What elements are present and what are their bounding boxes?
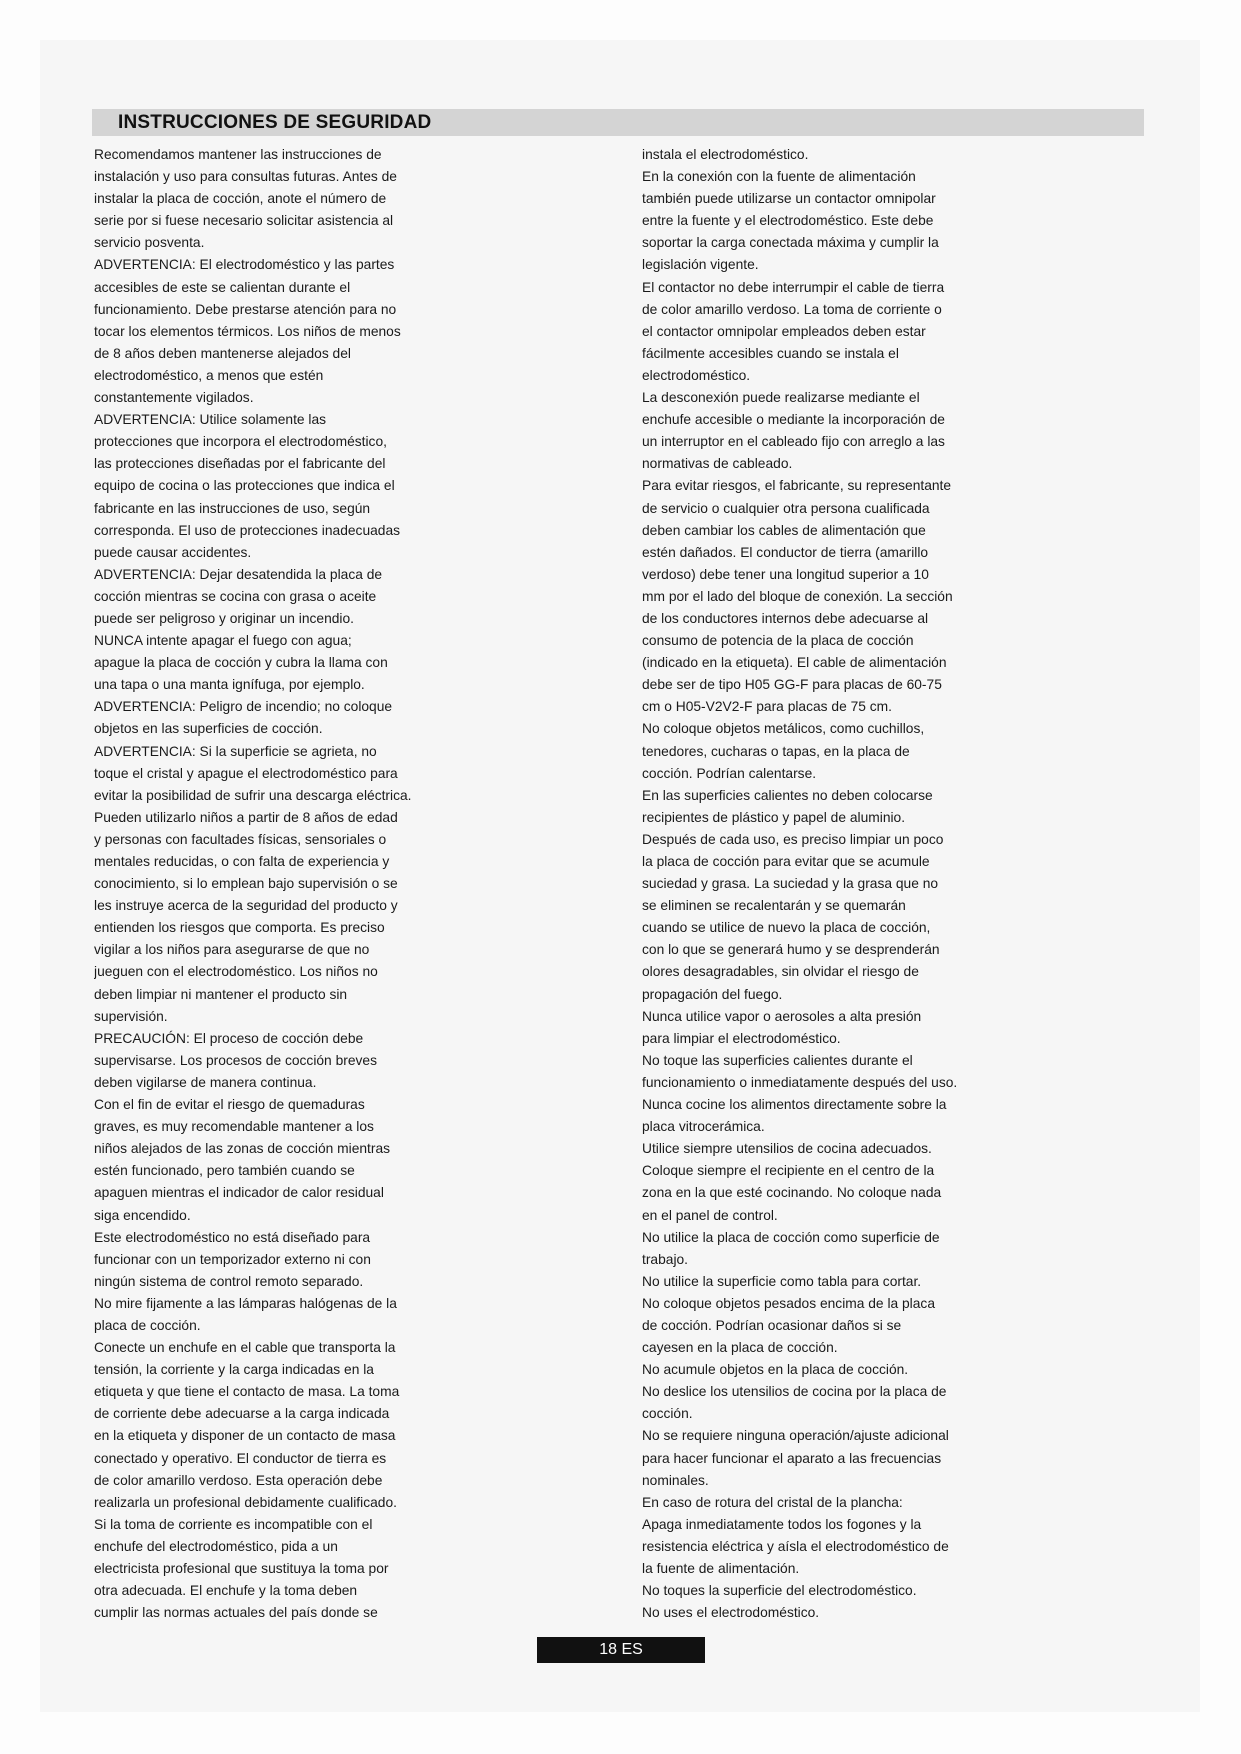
text-line: cuando se utilice de nuevo la placa de cocción,	[642, 920, 931, 936]
text-line: soportar la carga conectada máxima y cumplir la	[642, 235, 939, 251]
text-line: realizarla un profesional debidamente cualificado.	[94, 1494, 397, 1510]
text-line: entre la fuente y el electrodoméstico. Este debe	[642, 213, 934, 229]
text-line: serie por si fuese necesario solicitar asistencia al	[94, 213, 394, 229]
text-line: deben cambiar los cables de alimentación que	[642, 522, 926, 538]
text-line: Pueden utilizarlo niños a partir de 8 años de edad	[94, 809, 398, 825]
text-line: NUNCA intente apagar el fuego con agua;	[94, 633, 352, 649]
text-line: Conecte un enchufe en el cable que transporta la	[94, 1340, 396, 1356]
text-line: cm o H05-V2V2-F para placas de 75 cm.	[642, 699, 892, 715]
text-line: zona en la que esté cocinando. No coloque nada	[642, 1185, 942, 1201]
text-line: de 8 años deben mantenerse alejados del	[94, 345, 351, 361]
text-line: olores desagradables, sin olvidar el riesgo de	[642, 964, 919, 980]
text-line: de servicio o cualquier otra persona cualificada	[642, 500, 930, 516]
text-line: ADVERTENCIA: Dejar desatendida la placa de	[94, 566, 383, 582]
text-line: ADVERTENCIA: Si la superficie se agrieta, no	[94, 743, 377, 759]
text-line: equipo de cocina o las protecciones que indica el	[94, 478, 395, 494]
text-line: evitar la posibilidad de sufrir una descarga eléctrica.	[94, 787, 412, 803]
text-line: En caso de rotura del cristal de la plancha:	[642, 1494, 903, 1510]
text-line: Nunca cocine los alimentos directamente sobre la	[642, 1097, 947, 1113]
text-line: cocción mientras se cocina con grasa o aceite	[94, 588, 377, 604]
text-line: de color amarillo verdoso. Esta operación debe	[94, 1472, 383, 1488]
text-line: jueguen con el electrodoméstico. Los niños no	[94, 964, 378, 980]
text-line: conectado y operativo. El conductor de tierra es	[94, 1450, 387, 1466]
text-line: tocar los elementos térmicos. Los niños de menos	[94, 323, 401, 339]
text-line: cumplir las normas actuales del país donde se	[94, 1605, 378, 1621]
text-line: En la conexión con la fuente de alimentación	[642, 169, 916, 185]
text-line: No deslice los utensilios de cocina por la placa de	[642, 1384, 947, 1400]
text-line: debe ser de tipo H05 GG-F para placas de 60-75	[642, 677, 942, 693]
text-line: Para evitar riesgos, el fabricante, su representante	[642, 478, 952, 494]
text-line: accesibles de este se calientan durante el	[94, 279, 351, 295]
text-line: No toque las superficies calientes durante el	[642, 1052, 913, 1068]
text-line: un interruptor en el cableado fijo con arreglo a las	[642, 434, 945, 450]
text-line: ADVERTENCIA: Peligro de incendio; no coloque	[94, 699, 393, 715]
text-line: instalación y uso para consultas futuras. Antes de	[94, 169, 397, 185]
text-line: fácilmente accesibles cuando se instala el	[642, 345, 899, 361]
text-line: funcionamiento. Debe prestarse atención para no	[94, 301, 397, 317]
text-line: electrodoméstico, a menos que estén	[94, 367, 324, 383]
text-line: conocimiento, si lo emplean bajo supervisión o se	[94, 876, 398, 892]
text-line: electricista profesional que sustituya la toma por	[94, 1561, 389, 1576]
text-line: toque el cristal y apague el electrodoméstico para	[94, 765, 398, 781]
text-line: y personas con facultades físicas, sensoriales o	[94, 831, 387, 847]
text-line: mentales reducidas, o con falta de experiencia y	[94, 854, 390, 869]
text-line: de los conductores internos debe adecuarse al	[642, 610, 929, 626]
text-line: en el panel de control.	[642, 1207, 778, 1223]
text-line: mm por el lado del bloque de conexión. La sección	[642, 588, 953, 604]
text-line: tensión, la corriente y la carga indicadas en la	[94, 1362, 374, 1378]
text-line: PRECAUCIÓN: El proceso de cocción debe	[94, 1030, 364, 1046]
text-line: Con el fin de evitar el riesgo de quemaduras	[94, 1097, 365, 1113]
text-line: Nunca utilice vapor o aerosoles a alta presión	[642, 1008, 922, 1024]
text-line: las protecciones diseñadas por el fabricante del	[94, 456, 386, 472]
text-line: resistencia eléctrica y aísla el electrodoméstico de	[642, 1538, 949, 1554]
text-line: estén dañados. El conductor de tierra (amarillo	[642, 544, 929, 560]
text-line: enchufe accesible o mediante la incorporación de	[642, 412, 945, 428]
text-line: ADVERTENCIA: El electrodoméstico y las partes	[94, 257, 395, 273]
text-line: Utilice siempre utensilios de cocina adecuados.	[642, 1141, 932, 1157]
text-line: No se requiere ninguna operación/ajuste adicional	[642, 1428, 949, 1444]
text-line: legislación vigente.	[642, 257, 759, 273]
text-line: otra adecuada. El enchufe y la toma deben	[94, 1583, 358, 1599]
text-line: Después de cada uso, es preciso limpiar un poco	[642, 831, 944, 847]
text-line: una tapa o una manta ignífuga, por ejemplo.	[94, 677, 365, 693]
text-line: No acumule objetos en la placa de cocción.	[642, 1362, 909, 1378]
text-line: apague la placa de cocción y cubra la llama con	[94, 655, 388, 671]
text-line: Recomendamos mantener las instrucciones de	[94, 147, 382, 162]
text-line: tenedores, cucharas o tapas, en la placa de	[642, 743, 910, 759]
text-line: instalar la placa de cocción, anote el número de	[94, 191, 387, 207]
text-line: No coloque objetos pesados encima de la placa	[642, 1295, 935, 1311]
text-line: protecciones que incorpora el electrodoméstico,	[94, 434, 387, 450]
text-line: supervisión.	[94, 1008, 168, 1024]
text-line: etiqueta y que tiene el contacto de masa. La toma	[94, 1384, 400, 1400]
text-line: objetos en las superficies de cocción.	[94, 721, 323, 737]
text-line: En las superficies calientes no deben colocarse	[642, 787, 933, 803]
text-line: No mire fijamente a las lámparas halógenas de la	[94, 1295, 397, 1311]
text-line: verdoso) debe tener una longitud superior a 10	[642, 566, 929, 582]
text-line: de corriente debe adecuarse a la carga indicada	[94, 1406, 390, 1422]
text-line: deben limpiar ni mantener el producto sin	[94, 986, 348, 1002]
text-line: normativas de cableado.	[642, 456, 793, 472]
text-line: supervisarse. Los procesos de cocción breves	[94, 1052, 377, 1068]
text-line: ADVERTENCIA: Utilice solamente las	[94, 412, 327, 428]
text-line: la fuente de alimentación.	[642, 1561, 800, 1576]
text-line: les instruye acerca de la seguridad del producto y	[94, 898, 398, 914]
page-number: 18 ES	[537, 1637, 705, 1663]
section-header: INSTRUCCIONES DE SEGURIDAD	[92, 109, 1144, 136]
text-line: cocción.	[642, 1406, 693, 1422]
right-text-column	[642, 144, 1168, 1624]
text-line: Apaga inmediatamente todos los fogones y la	[642, 1516, 922, 1532]
text-line: placa vitrocerámica.	[642, 1119, 765, 1135]
text-line: en la etiqueta y disponer de un contacto de masa	[94, 1428, 396, 1444]
text-line: La desconexión puede realizarse mediante el	[642, 390, 920, 406]
text-line: la placa de cocción para evitar que se acumule	[642, 854, 930, 869]
text-line: apaguen mientras el indicador de calor residual	[94, 1185, 384, 1201]
text-line: corresponda. El uso de protecciones inadecuadas	[94, 522, 401, 538]
text-line: constantemente vigilados.	[94, 390, 254, 406]
text-line: para limpiar el electrodoméstico.	[642, 1030, 841, 1046]
text-line: recipientes de plástico y papel de aluminio.	[642, 809, 906, 825]
text-line: funcionamiento o inmediatamente después del uso.	[642, 1074, 958, 1090]
text-line: funcionar con un temporizador externo ni con	[94, 1251, 371, 1267]
text-line: enchufe del electrodoméstico, pida a un	[94, 1538, 338, 1554]
text-line: Este electrodoméstico no está diseñado para	[94, 1229, 371, 1245]
text-line: placa de cocción.	[94, 1317, 201, 1333]
text-line: se eliminen se recalentarán y se quemarán	[642, 898, 906, 914]
text-line: puede ser peligroso y originar un incendio.	[94, 610, 355, 626]
text-line: No uses el electrodoméstico.	[642, 1605, 820, 1621]
text-line: entienden los riesgos que comporta. Es preciso	[94, 920, 385, 936]
text-line: No coloque objetos metálicos, como cuchillos,	[642, 721, 925, 737]
text-line: para hacer funcionar el aparato a las frecuencias	[642, 1450, 942, 1466]
text-line: El contactor no debe interrumpir el cable de tierra	[642, 279, 945, 295]
text-line: cocción. Podrían calentarse.	[642, 765, 817, 781]
text-line: propagación del fuego.	[642, 986, 783, 1002]
text-line: puede causar accidentes.	[94, 544, 252, 560]
text-line: de cocción. Podrían ocasionar daños si se	[642, 1317, 902, 1333]
text-line: No toques la superficie del electrodoméstico.	[642, 1583, 917, 1599]
text-line: deben vigilarse de manera continua.	[94, 1074, 317, 1090]
text-line: Coloque siempre el recipiente en el centro de la	[642, 1163, 935, 1179]
text-line: de color amarillo verdoso. La toma de corriente o	[642, 301, 942, 317]
text-line: con lo que se generará humo y se desprenderán	[642, 942, 940, 958]
text-line: suciedad y grasa. La suciedad y la grasa que no	[642, 876, 939, 892]
text-line: Si la toma de corriente es incompatible con el	[94, 1516, 373, 1532]
text-line: fabricante en las instrucciones de uso, según	[94, 500, 371, 516]
left-text-column	[94, 144, 620, 1624]
text-line: vigilar a los niños para asegurarse de que no	[94, 942, 370, 958]
text-line: electrodoméstico.	[642, 367, 751, 383]
text-line: consumo de potencia de la placa de cocción	[642, 633, 914, 649]
text-line: trabajo.	[642, 1251, 689, 1267]
text-line: el contactor omnipolar empleados deben estar	[642, 323, 926, 339]
text-line: nominales.	[642, 1472, 709, 1488]
text-line: No utilice la superficie como tabla para cortar.	[642, 1273, 922, 1289]
text-line: servicio posventa.	[94, 235, 205, 251]
text-line: ningún sistema de control remoto separado.	[94, 1273, 364, 1289]
text-line: estén funcionado, pero también cuando se	[94, 1163, 355, 1179]
text-line: No utilice la placa de cocción como superficie de	[642, 1229, 940, 1245]
text-line: niños alejados de las zonas de cocción mientras	[94, 1141, 391, 1157]
text-line: cayesen en la placa de cocción.	[642, 1340, 838, 1356]
text-line: (indicado en la etiqueta). El cable de alimentación	[642, 655, 947, 671]
text-line: también puede utilizarse un contactor omnipolar	[642, 191, 936, 207]
text-line: siga encendido.	[94, 1207, 191, 1223]
text-line: instala el electrodoméstico.	[642, 147, 809, 162]
text-line: graves, es muy recomendable mantener a los	[94, 1119, 374, 1135]
